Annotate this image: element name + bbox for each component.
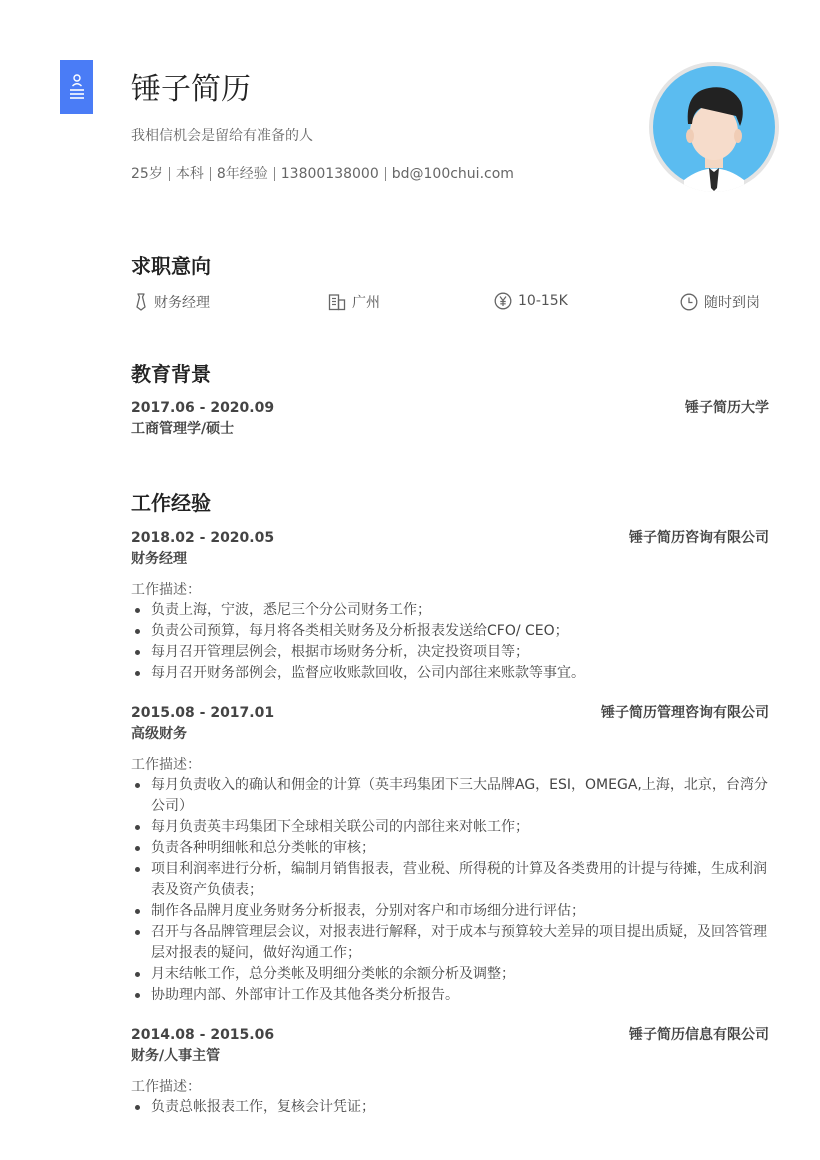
work-company: 锤子简历信息有限公司 xyxy=(629,1027,769,1043)
work-role: 高级财务 xyxy=(131,726,187,742)
work-role: 财务/人事主管 xyxy=(131,1048,221,1064)
list-item: 每月召开管理层例会，根据市场财务分析，决定投资项目等； xyxy=(131,642,769,663)
work-desc-label: 工作描述： xyxy=(131,1079,201,1095)
work-duties xyxy=(131,775,769,1006)
work-entry xyxy=(131,1025,769,1118)
building-icon xyxy=(328,293,346,311)
basic-info xyxy=(131,164,514,184)
intent-section-title: 求职意向 xyxy=(131,254,211,278)
work-head xyxy=(131,1025,769,1045)
person-icon xyxy=(69,73,85,101)
work-head xyxy=(131,528,769,548)
education-period: 2017.06 - 2020.09 xyxy=(131,400,275,416)
experience-years: 8年经验 xyxy=(216,166,268,182)
intent-salary xyxy=(494,292,568,310)
work-section-title: 工作经验 xyxy=(131,491,211,515)
list-item: 协助理内部、外部审计工作及其他各类分析报告。 xyxy=(131,985,769,1006)
intent-city-label: 广州 xyxy=(352,295,380,311)
yen-icon xyxy=(494,292,512,310)
intent-salary-label: 10-15K xyxy=(518,293,568,309)
degree: 本科 xyxy=(175,166,204,182)
education-school: 锤子简历大学 xyxy=(685,400,769,416)
age: 25岁 xyxy=(131,166,163,182)
list-item: 每月负责英丰玛集团下全球相关联公司的内部往来对帐工作； xyxy=(131,817,769,838)
work-duties xyxy=(131,1097,769,1118)
education-head xyxy=(131,398,769,418)
education-entry xyxy=(131,398,769,439)
work-entry xyxy=(131,703,769,1006)
list-item: 负责公司预算，每月将各类相关财务及分析报表发送给CFO/ CEO； xyxy=(131,621,769,642)
resume-header xyxy=(131,70,514,184)
work-period: 2018.02 - 2020.05 xyxy=(131,530,275,546)
separator xyxy=(210,167,211,181)
work-desc-label: 工作描述： xyxy=(131,757,201,773)
list-item: 每月召开财务部例会，监督应收账款回收，公司内部往来账款等事宜。 xyxy=(131,663,769,684)
work-head xyxy=(131,703,769,723)
candidate-name: 锤子简历 xyxy=(131,72,251,107)
separator xyxy=(274,167,275,181)
intent-availability xyxy=(680,292,760,312)
separator xyxy=(385,167,386,181)
email: bd@100chui.com xyxy=(391,166,514,182)
intent-position-label: 财务经理 xyxy=(154,295,210,311)
list-item: 负责上海，宁波，悉尼三个分公司财务工作； xyxy=(131,600,769,621)
list-item: 召开与各品牌管理层会议，对报表进行解释，对于成本与预算较大差异的项目提出质疑，及回答管理层对报表的疑问，做好沟通工作； xyxy=(131,922,769,964)
intent-city xyxy=(328,292,380,312)
work-entry xyxy=(131,528,769,684)
list-item: 制作各品牌月度业务财务分析报表，分别对客户和市场细分进行评估； xyxy=(131,901,769,922)
phone: 13800138000 xyxy=(280,166,379,182)
work-period: 2015.08 - 2017.01 xyxy=(131,705,275,721)
list-item: 负责总帐报表工作，复核会计凭证； xyxy=(131,1097,769,1118)
avatar-icon xyxy=(649,62,779,192)
work-company: 锤子简历管理咨询有限公司 xyxy=(601,705,769,721)
work-role: 财务经理 xyxy=(131,551,187,567)
clock-icon xyxy=(680,293,698,311)
tie-icon xyxy=(134,293,148,311)
work-period: 2014.08 - 2015.06 xyxy=(131,1027,275,1043)
work-duties xyxy=(131,600,769,684)
resume-tag xyxy=(60,60,93,114)
intent-availability-label: 随时到岗 xyxy=(704,295,760,311)
avatar xyxy=(649,62,779,192)
list-item: 项目利润率进行分析，编制月销售报表，营业税、所得税的计算及各类费用的计提与待摊，生成利润表及资产负债表； xyxy=(131,859,769,901)
motto: 我相信机会是留给有准备的人 xyxy=(131,128,313,144)
education-major: 工商管理学/硕士 xyxy=(131,421,235,437)
intent-position xyxy=(134,292,210,312)
education-section-title: 教育背景 xyxy=(131,362,211,386)
job-intent xyxy=(131,292,771,316)
work-company: 锤子简历咨询有限公司 xyxy=(629,530,769,546)
list-item: 负责各种明细帐和总分类帐的审核； xyxy=(131,838,769,859)
list-item: 月末结帐工作，总分类帐及明细分类帐的余额分析及调整； xyxy=(131,964,769,985)
separator xyxy=(169,167,170,181)
work-desc-label: 工作描述： xyxy=(131,582,201,598)
list-item: 每月负责收入的确认和佣金的计算（英丰玛集团下三大品牌AG，ESI，OMEGA,上海，北京，台湾分公司） xyxy=(131,775,769,817)
